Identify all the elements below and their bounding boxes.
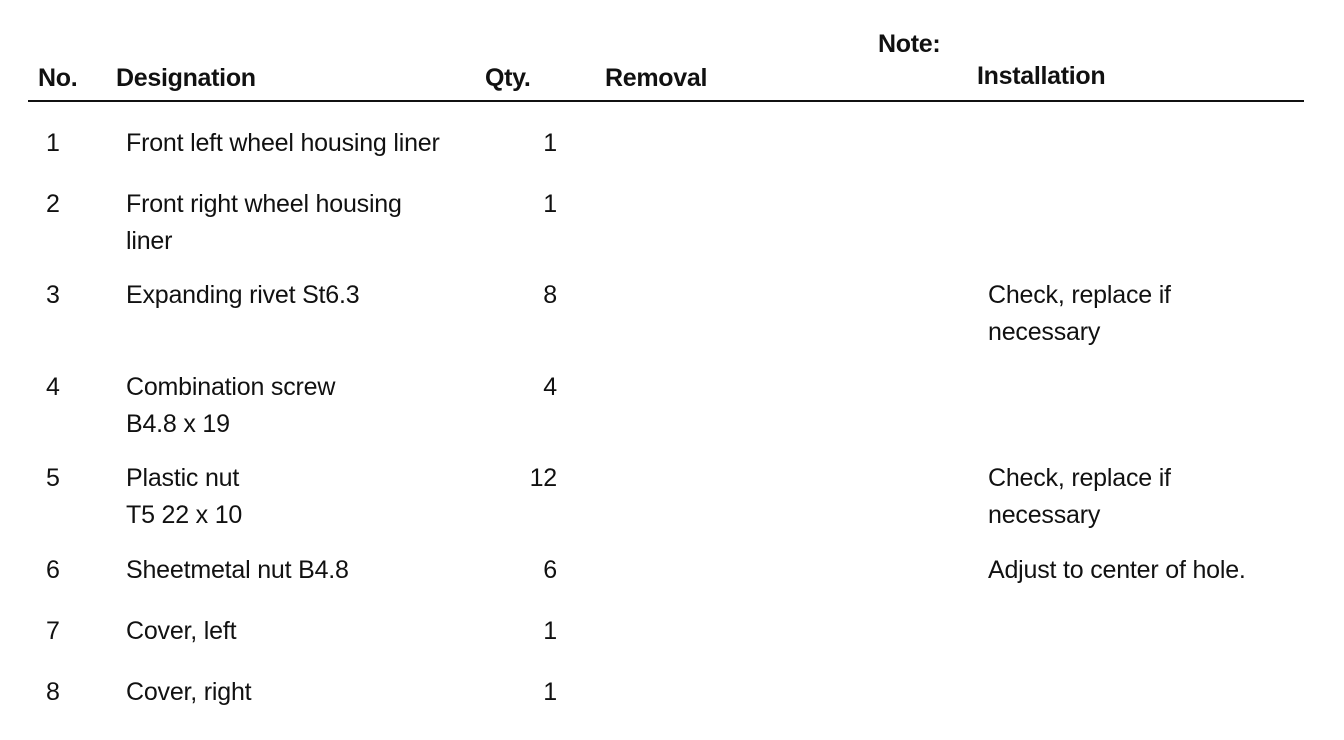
cell-designation-line: Combination screw: [126, 373, 336, 401]
cell-designation-line: Cover, left: [126, 617, 237, 645]
cell-designation: [126, 369, 486, 443]
cell-designation-line: Plastic nut: [126, 464, 240, 492]
cell-no: 5: [46, 464, 60, 492]
cell-designation-line: Front left wheel housing liner: [126, 129, 440, 157]
header-divider: [28, 100, 1304, 102]
cell-installation: [988, 277, 1308, 351]
cell-installation-line: necessary: [988, 318, 1101, 346]
note-label: Note:: [878, 30, 941, 58]
cell-designation-line: Expanding rivet St6.3: [126, 281, 360, 309]
cell-no: 2: [46, 190, 60, 218]
cell-qty: 1: [543, 129, 557, 157]
header-designation: Designation: [116, 64, 256, 92]
header-qty: Qty.: [485, 64, 531, 92]
cell-installation-line: necessary: [988, 501, 1101, 529]
cell-designation: [126, 186, 486, 260]
cell-qty: 6: [543, 556, 557, 584]
cell-designation: [126, 613, 486, 650]
cell-no: 1: [46, 129, 60, 157]
cell-qty: 12: [529, 464, 557, 492]
cell-qty: 1: [543, 678, 557, 706]
header-removal: Removal: [605, 64, 708, 92]
cell-no: 4: [46, 373, 60, 401]
cell-designation: [126, 552, 486, 589]
cell-no: 7: [46, 617, 60, 645]
cell-no: 8: [46, 678, 60, 706]
cell-designation-line: T5 22 x 10: [126, 501, 243, 529]
cell-installation-line: Check, replace if: [988, 464, 1171, 492]
cell-qty: 1: [543, 190, 557, 218]
cell-installation: [988, 552, 1308, 589]
cell-no: 3: [46, 281, 60, 309]
cell-designation-line: B4.8 x 19: [126, 410, 230, 438]
cell-qty: 4: [543, 373, 557, 401]
cell-installation-line: Adjust to center of hole.: [988, 556, 1246, 584]
cell-designation-line: liner: [126, 227, 173, 255]
cell-designation: [126, 277, 486, 314]
cell-qty: 8: [543, 281, 557, 309]
cell-designation-line: Cover, right: [126, 678, 252, 706]
header-no: No.: [38, 64, 78, 92]
cell-designation-line: Front right wheel housing: [126, 190, 402, 218]
cell-designation-line: Sheetmetal nut B4.8: [126, 556, 349, 584]
cell-qty: 1: [543, 617, 557, 645]
cell-installation-line: Check, replace if: [988, 281, 1171, 309]
cell-no: 6: [46, 556, 60, 584]
cell-designation: [126, 674, 486, 711]
cell-designation: [126, 125, 486, 162]
cell-installation: [988, 460, 1308, 534]
header-installation: Installation: [977, 62, 1106, 90]
cell-designation: [126, 460, 486, 534]
